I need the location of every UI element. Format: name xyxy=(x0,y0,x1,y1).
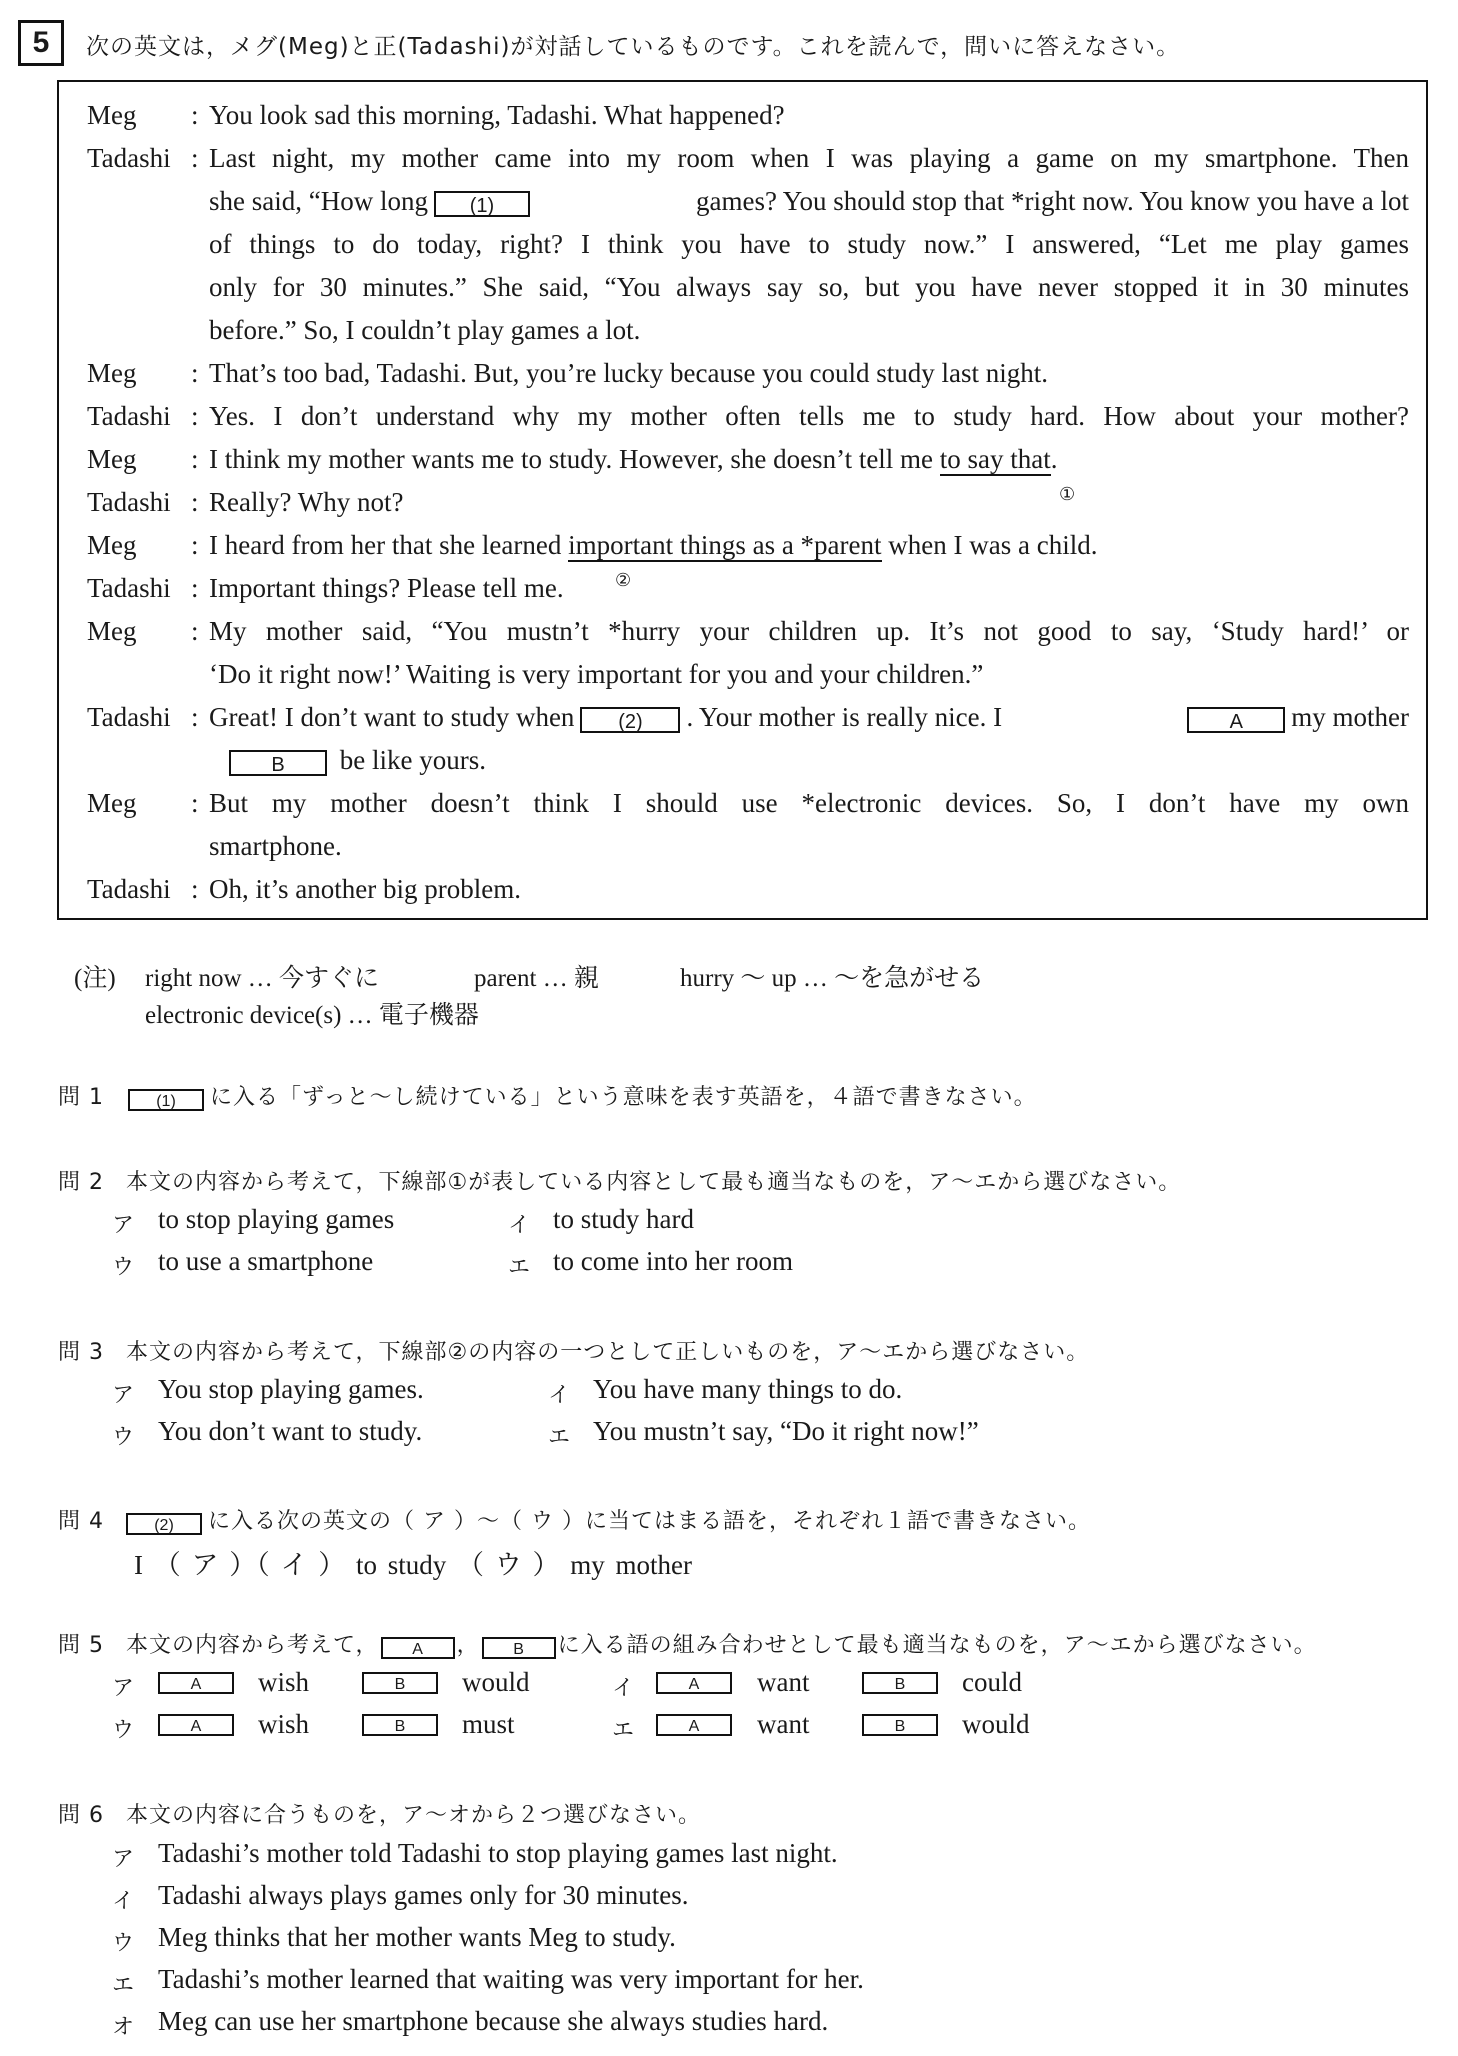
utterance: only for 30 minutes.” She said, “You always say so, but you have never stopped it in 30 minutes xyxy=(209,272,1409,302)
speaker: Tadashi xyxy=(87,487,171,517)
utterance: That’s too bad, Tadashi. But, you’re lucky because you could study last night. xyxy=(209,358,1048,388)
option-box-a: A xyxy=(656,1672,732,1694)
utterance: ‘Do it right now!’ Waiting is very important for you and your children.” xyxy=(209,659,984,689)
utterance-part: be like yours. xyxy=(339,745,486,775)
option-text: You mustn’t say, “Do it right now!” xyxy=(593,1416,979,1446)
utterance: My mother said, “You mustn’t *hurry your children up. It’s not good to say, ‘Study hard!’ or xyxy=(209,616,1409,646)
utterance-part: . Your mother is really nice. I xyxy=(686,702,1003,732)
option-word: would xyxy=(962,1709,1030,1739)
blank-1-box: (1) xyxy=(434,191,530,217)
option-key: イ xyxy=(612,1676,635,1701)
utterance-part: my mother xyxy=(1291,702,1409,732)
option-key: ウ xyxy=(112,1931,135,1956)
speaker: Meg xyxy=(87,100,137,130)
option-key: イ xyxy=(508,1213,531,1238)
utterance: Oh, it’s another big problem. xyxy=(209,874,521,904)
utterance: smartphone. xyxy=(209,831,342,861)
option-text: You have many things to do. xyxy=(593,1374,903,1404)
utterance: Really? Why not? xyxy=(209,487,404,517)
option-key: エ xyxy=(508,1255,531,1280)
blank-2-box: (2) xyxy=(580,707,680,733)
option-key: ウ xyxy=(112,1255,135,1280)
option-word: would xyxy=(462,1667,530,1697)
blank-b-ref: B xyxy=(482,1637,556,1659)
option-text: You stop playing games. xyxy=(158,1374,424,1404)
speaker: Meg xyxy=(87,616,137,646)
option-word: could xyxy=(962,1667,1022,1697)
option-word: want xyxy=(757,1667,810,1697)
speaker: Tadashi xyxy=(87,702,171,732)
utterance-part: . xyxy=(1050,444,1058,474)
option-key: オ xyxy=(112,2015,135,2040)
question-2 xyxy=(58,1165,1181,1196)
option-box-b: B xyxy=(362,1714,438,1736)
underline-1: to say that xyxy=(939,444,1051,474)
option-word: want xyxy=(757,1709,810,1739)
blank-2-ref: (2) xyxy=(126,1513,202,1535)
utterance: Last night, my mother came into my room when I was playing a game on my smartphone. Then xyxy=(209,143,1409,173)
underline-2-marker: ② xyxy=(615,570,632,591)
option-key: ア xyxy=(112,1383,135,1408)
utterance-part: I think my mother wants me to study. However, she doesn’t tell me xyxy=(209,444,934,474)
question-text: 本文の内容から考えて，下線部②の内容の一つとして正しいものを，ア～エから選びなさい。 xyxy=(126,1340,1090,1365)
question-1 xyxy=(58,1080,1037,1111)
speaker: Tadashi xyxy=(87,143,171,173)
utterance: Important things? Please tell me. xyxy=(209,573,564,603)
question-text: に入る次の英文の（ ア ）～（ ウ ）に当てはまる語を，それぞれ１語で書きなさい。 xyxy=(208,1509,1091,1534)
underline-1-marker: ① xyxy=(1059,484,1076,505)
option-box-a: A xyxy=(158,1714,234,1736)
speaker: Tadashi xyxy=(87,401,171,431)
option-box-b: B xyxy=(862,1714,938,1736)
option-text: Tadashi always plays games only for 30 minutes. xyxy=(158,1880,689,1910)
speaker: Meg xyxy=(87,530,137,560)
speaker: Meg xyxy=(87,358,137,388)
option-text: Meg thinks that her mother wants Meg to study. xyxy=(158,1922,676,1952)
question-number: 5 xyxy=(18,20,64,66)
option-word: must xyxy=(462,1709,515,1739)
option-text: Meg can use her smartphone because she always studies hard. xyxy=(158,2006,829,2036)
option-key: エ xyxy=(612,1718,635,1743)
question-label: 問 3 xyxy=(58,1340,104,1365)
option-word: wish xyxy=(258,1709,310,1739)
question-text: に入る語の組み合わせとして最も適当なものを，ア～エから選びなさい。 xyxy=(557,1633,1317,1658)
question-6 xyxy=(58,1798,701,1829)
option-text: to stop playing games xyxy=(158,1204,395,1234)
utterance: But my mother doesn’t think I should use *electronic devices. So, I don’t have my own xyxy=(209,788,1409,818)
question-4-sentence: I （ ア ）（ イ ） to study （ ウ ） my mother xyxy=(134,1550,692,1580)
question-label: 問 4 xyxy=(58,1509,104,1534)
speaker: Meg xyxy=(87,444,137,474)
option-box-a: A xyxy=(158,1672,234,1694)
question-text: に入る「ずっと～し続けている」という意味を表す英語を，４語で書きなさい。 xyxy=(210,1085,1037,1110)
question-label: 問 1 xyxy=(58,1085,104,1110)
question-label: 問 5 xyxy=(58,1633,104,1658)
note-item: right now … 今すぐに xyxy=(145,965,380,992)
blank-b-box: B xyxy=(229,750,327,776)
utterance-part: games? You should stop that *right now. You know you have a lot xyxy=(696,186,1409,216)
option-text: to study hard xyxy=(553,1204,694,1234)
option-key: ア xyxy=(112,1676,135,1701)
option-text: Tadashi’s mother learned that waiting was very important for her. xyxy=(158,1964,864,1994)
option-text: to come into her room xyxy=(553,1246,793,1276)
blank-1-ref: (1) xyxy=(128,1089,204,1111)
question-text: 本文の内容に合うものを，ア～オから２つ選びなさい。 xyxy=(126,1803,702,1828)
question-text: ， xyxy=(456,1633,480,1658)
option-key: エ xyxy=(112,1973,135,1998)
option-key: ア xyxy=(112,1847,135,1872)
option-key: イ xyxy=(548,1383,571,1408)
blank-a-ref: A xyxy=(381,1637,455,1659)
notes-label: (注) xyxy=(74,965,116,992)
speaker: Meg xyxy=(87,788,137,818)
speaker: Tadashi xyxy=(87,874,171,904)
utterance-part: when I was a child. xyxy=(888,530,1098,560)
option-text: to use a smartphone xyxy=(158,1246,374,1276)
question-label: 問 2 xyxy=(58,1170,104,1195)
option-key: エ xyxy=(548,1425,571,1450)
note-item: parent … 親 xyxy=(474,965,599,992)
option-box-b: B xyxy=(362,1672,438,1694)
option-key: イ xyxy=(112,1889,135,1914)
utterance-part: she said, “How long xyxy=(209,186,428,216)
blank-a-box: A xyxy=(1187,707,1285,733)
question-4 xyxy=(58,1504,1091,1535)
option-key: ウ xyxy=(112,1425,135,1450)
option-text: Tadashi’s mother told Tadashi to stop playing games last night. xyxy=(158,1838,838,1868)
question-text: 本文の内容から考えて，下線部①が表している内容として最も適当なものを，ア～エから選びなさい。 xyxy=(126,1170,1182,1195)
utterance-part: Great! I don’t want to study when xyxy=(209,702,575,732)
underline-2: important things as a *parent xyxy=(568,530,882,560)
option-box-b: B xyxy=(862,1672,938,1694)
option-key: ウ xyxy=(112,1718,135,1743)
question-text: 本文の内容から考えて， xyxy=(126,1633,379,1658)
utterance: of things to do today, right? I think you have to study now.” I answered, “Let me play games xyxy=(209,229,1409,259)
question-3 xyxy=(58,1335,1089,1366)
option-box-a: A xyxy=(656,1714,732,1736)
dialog-box: Meg : You look sad this morning, Tadashi. What happened? Tadashi : Last night, my mother came into my room when I was playing a game on my smartphone. Then she said, “How long (1) games? You should stop that *right now. You know you have a lot of things to do today, right? I think you have to study now.” I answered, “Let me play games only for 30 minutes.” She said, “You always say so, but you have never stopped it in 30 minutes before.” So, I couldn’t play games a lot. Meg : That’s too bad, Tadashi. But, you’re lucky because you could study last night. Tadashi : Yes. I don’t understand why my mother often tells me to study hard. How about your mother? Meg : I think my mother wants me to study. However, she doesn’t tell me to say that. ① Tadashi : Really? Why not? Meg : I heard from her that she learned important things as a *parent when I was a child. ② Tadashi : Important things? Please tell me. Meg : My mother said, “You mustn’t *hurry your children up. It’s not good to say, ‘Study hard!’ or ‘Do it right now!’ Waiting is very important for you and your children.” Tadashi : Great! I don’t want to study when (2) . Your mother is really nice. I A my mother B be like yours. Meg : But my mother doesn’t think I should use *electronic devices. So, I don’t have my own smartphone. Tadashi : Oh, it’s another big problem. xyxy=(57,80,1428,920)
speaker: Tadashi xyxy=(87,573,171,603)
instruction: 次の英文は，メグ(Meg)と正(Tadashi)が対話しているものです。これを読んで，問いに答えなさい。 xyxy=(86,34,1181,60)
utterance: You look sad this morning, Tadashi. What happened? xyxy=(209,100,785,130)
option-text: You don’t want to study. xyxy=(158,1416,423,1446)
utterance: Yes. I don’t understand why my mother often tells me to study hard. How about your mother? xyxy=(209,401,1409,431)
option-key: ア xyxy=(112,1213,135,1238)
note-item: electronic device(s) … 電子機器 xyxy=(145,1002,479,1029)
note-item: hurry ～ up … ～を急がせる xyxy=(680,965,985,992)
question-5 xyxy=(58,1628,1317,1659)
utterance-part: I heard from her that she learned xyxy=(209,530,562,560)
option-word: wish xyxy=(258,1667,310,1697)
utterance: before.” So, I couldn’t play games a lot. xyxy=(209,315,641,345)
question-label: 問 6 xyxy=(58,1803,104,1828)
